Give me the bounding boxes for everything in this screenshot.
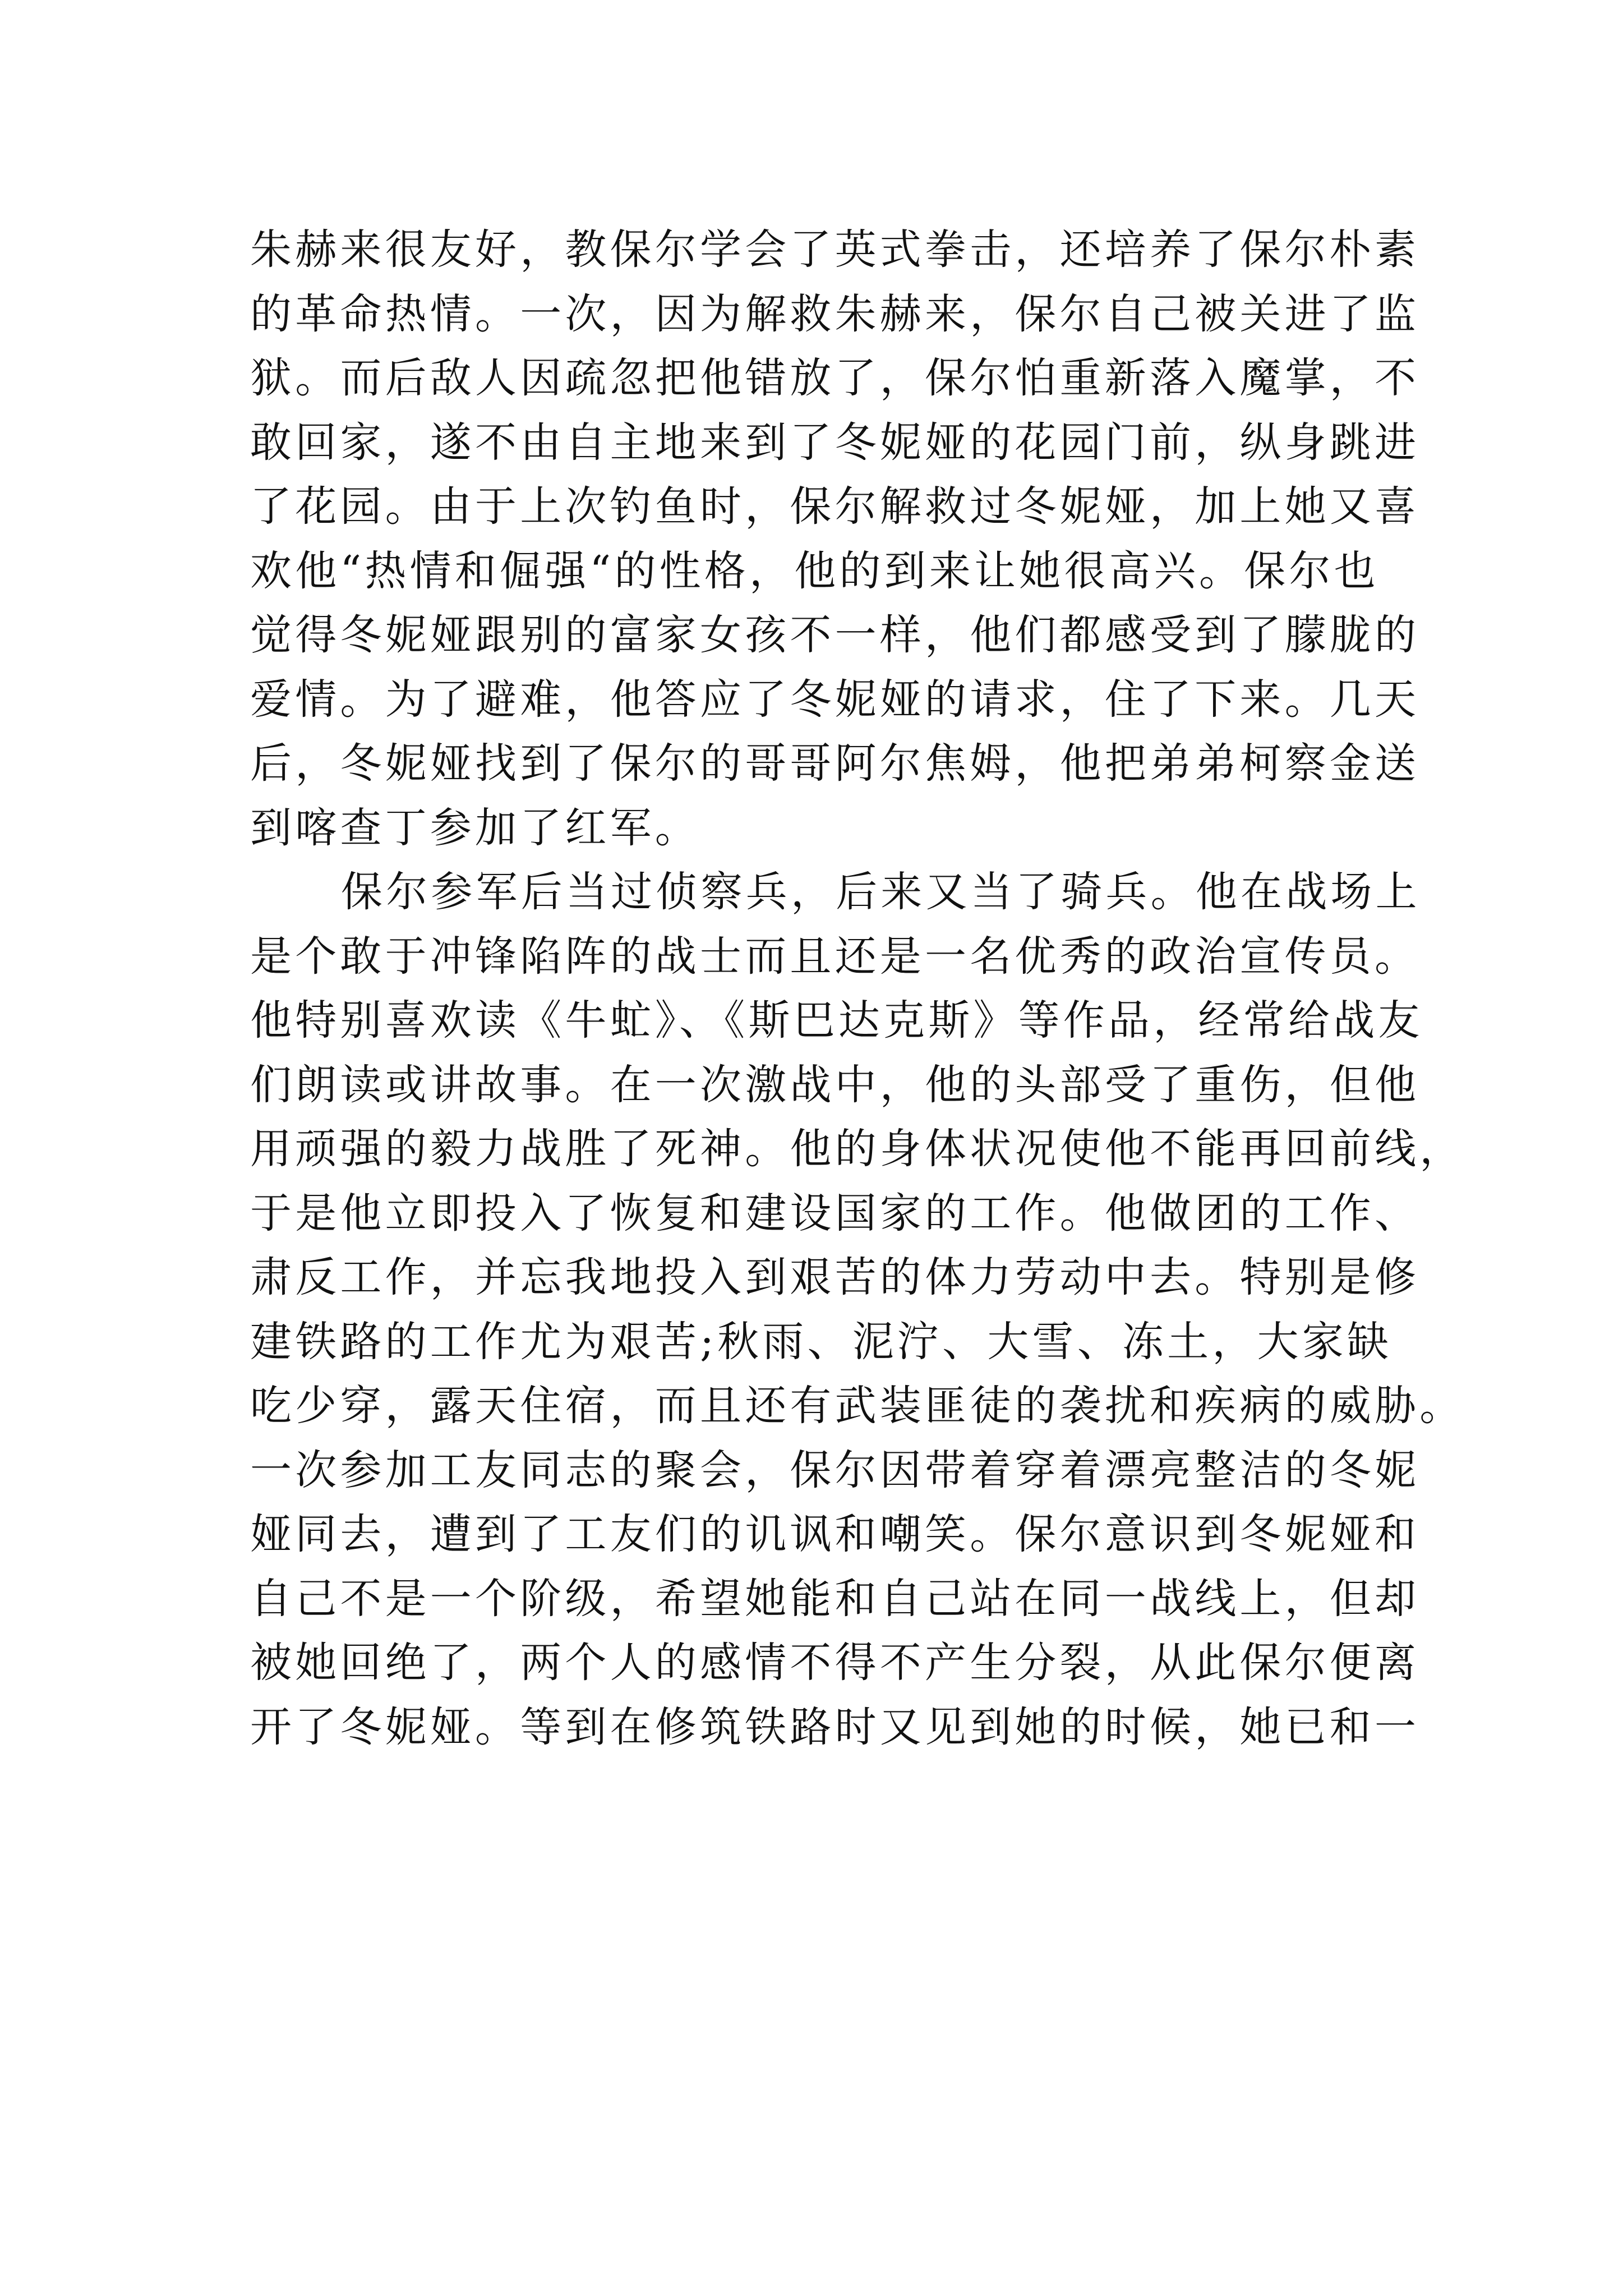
text-line: 他特别喜欢读《牛虻》、《斯巴达克斯》等作品，经常给战友 xyxy=(250,996,1423,1045)
text-line: 欢他“热情和倔强“的性格，他的到来让她很高兴。保尔也 xyxy=(250,546,1379,595)
text-line: 建铁路的工作尤为艰苦;秋雨、泥泞、大雪、冻土，大家缺 xyxy=(250,1317,1393,1366)
text-line: 肃反工作，并忘我地投入到艰苦的体力劳动中去。特别是修 xyxy=(250,1253,1420,1301)
body-text xyxy=(250,218,1465,1759)
text-line: 娅同去，遭到了工友们的讥讽和嘲笑。保尔意识到冬妮娅和 xyxy=(250,1510,1420,1558)
text-line: 了花园。由于上次钓鱼时，保尔解救过冬妮娅，加上她又喜 xyxy=(250,482,1420,531)
text-line: 到喀查丁参加了红军。 xyxy=(250,803,700,852)
text-line: 开了冬妮娅。等到在修筑铁路时又见到她的时候，她已和一 xyxy=(250,1703,1420,1751)
text-line: 的革命热情。一次，因为解救朱赫来，保尔自己被关进了监 xyxy=(250,289,1420,338)
text-line: 自己不是一个阶级，希望她能和自己站在同一战线上，但却 xyxy=(250,1574,1420,1623)
paragraph-first-line: 保尔参军后当过侦察兵，后来又当了骑兵。他在战场上 xyxy=(341,868,1421,916)
text-line: 们朗读或讲故事。在一次激战中，他的头部受了重伤，但他 xyxy=(250,1060,1420,1109)
text-line: 后，冬妮娅找到了保尔的哥哥阿尔焦姆，他把弟弟柯察金送 xyxy=(250,739,1420,788)
text-line: 朱赫来很友好，教保尔学会了英式拳击，还培养了保尔朴素 xyxy=(250,226,1420,274)
text-line: 是个敢于冲锋陷阵的战士而且还是一名优秀的政治宣传员。 xyxy=(250,932,1420,981)
text-line: 吃少穿，露天住宿，而且还有武装匪徒的袭扰和疾病的威胁。 xyxy=(250,1382,1465,1430)
text-line: 敢回家，遂不由自主地来到了冬妮娅的花园门前，纵身跳进 xyxy=(250,418,1420,467)
text-line: 觉得冬妮娅跟别的富家女孩不一样，他们都感受到了朦胧的 xyxy=(250,611,1420,659)
text-line: 于是他立即投入了恢复和建设国家的工作。他做团的工作、 xyxy=(250,1189,1420,1237)
text-line: 狱。而后敌人因疏忽把他错放了，保尔怕重新落入魔掌，不 xyxy=(250,354,1420,402)
text-line: 用顽强的毅力战胜了死神。他的身体状况使他不能再回前线， xyxy=(250,1125,1465,1173)
text-line: 一次参加工友同志的聚会，保尔因带着穿着漂亮整洁的冬妮 xyxy=(250,1446,1420,1494)
text-line: 被她回绝了，两个人的感情不得不产生分裂，从此保尔便离 xyxy=(250,1639,1420,1687)
text-line: 爱情。为了避难，他答应了冬妮娅的请求，住了下来。几天 xyxy=(250,675,1420,724)
